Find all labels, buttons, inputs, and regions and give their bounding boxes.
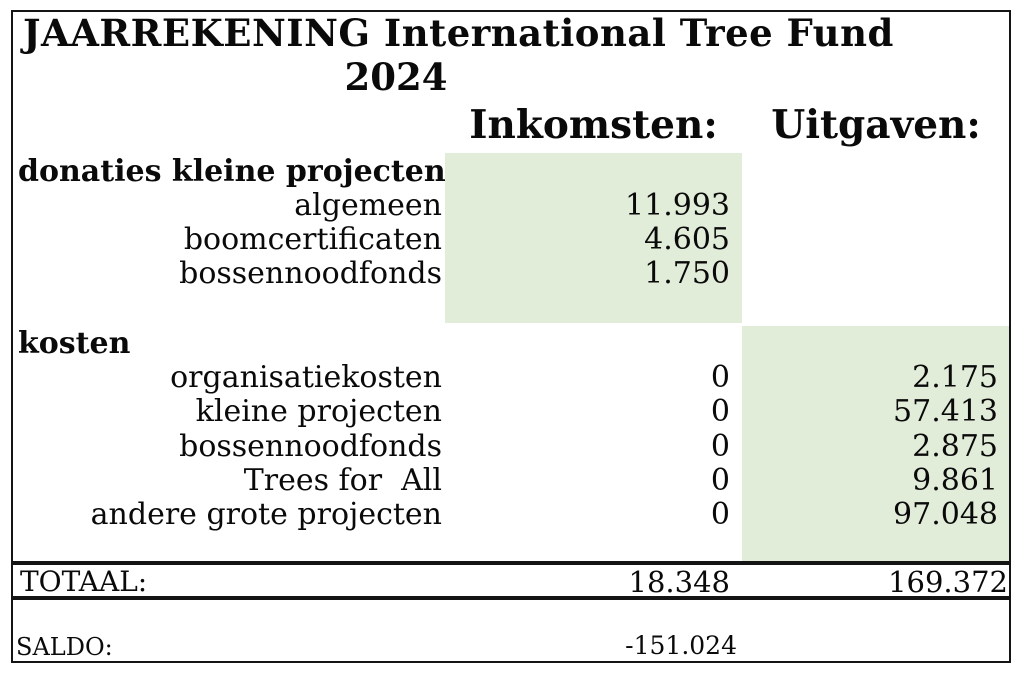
income-value-trees-for-all: 0: [710, 463, 730, 498]
row-label-boomcertificaten: boomcertificaten: [183, 222, 442, 257]
income-value-bossennoodfonds-kosten: 0: [710, 429, 730, 464]
row-label-bossennoodfonds-donatie: bossennoodfonds: [179, 256, 442, 291]
row-label-andere-grote-projecten: andere grote projecten: [90, 497, 442, 532]
expense-value-andere-grote-projecten: 97.048: [893, 497, 998, 532]
expense-value-bossennoodfonds-kosten: 2.875: [912, 429, 998, 464]
section-header-donaties: donaties kleine projecten: [18, 154, 446, 189]
expense-value-kleine-projecten: 57.413: [893, 394, 998, 429]
expense-value-organisatiekosten: 2.175: [912, 360, 998, 395]
row-label-kleine-projecten: kleine projecten: [195, 394, 442, 429]
total-expense-value: 169.372: [888, 565, 1008, 599]
document-title: JAARREKENING International Tree Fund: [23, 11, 894, 55]
column-header-expense: Uitgaven:: [771, 102, 981, 148]
saldo-value: -151.024: [625, 631, 737, 660]
document-year: 2024: [344, 55, 448, 99]
income-value-boomcertificaten: 4.605: [644, 222, 730, 257]
income-value-algemeen: 11.993: [625, 188, 730, 223]
income-value-kleine-projecten: 0: [710, 394, 730, 429]
income-value-andere-grote-projecten: 0: [710, 497, 730, 532]
total-label: TOTAAL:: [20, 565, 148, 598]
row-label-organisatiekosten: organisatiekosten: [170, 360, 442, 395]
expense-value-trees-for-all: 9.861: [912, 463, 998, 498]
income-value-bossennoodfonds-donatie: 1.750: [644, 256, 730, 291]
income-value-organisatiekosten: 0: [710, 360, 730, 395]
column-header-income: Inkomsten:: [469, 102, 718, 148]
row-label-trees-for-all: Trees for All: [243, 463, 442, 498]
row-label-algemeen: algemeen: [294, 188, 442, 223]
saldo-label: SALDO:: [16, 633, 113, 661]
row-label-bossennoodfonds-kosten: bossennoodfonds: [179, 429, 442, 464]
total-income-value: 18.348: [628, 565, 730, 599]
section-header-kosten: kosten: [18, 326, 131, 361]
